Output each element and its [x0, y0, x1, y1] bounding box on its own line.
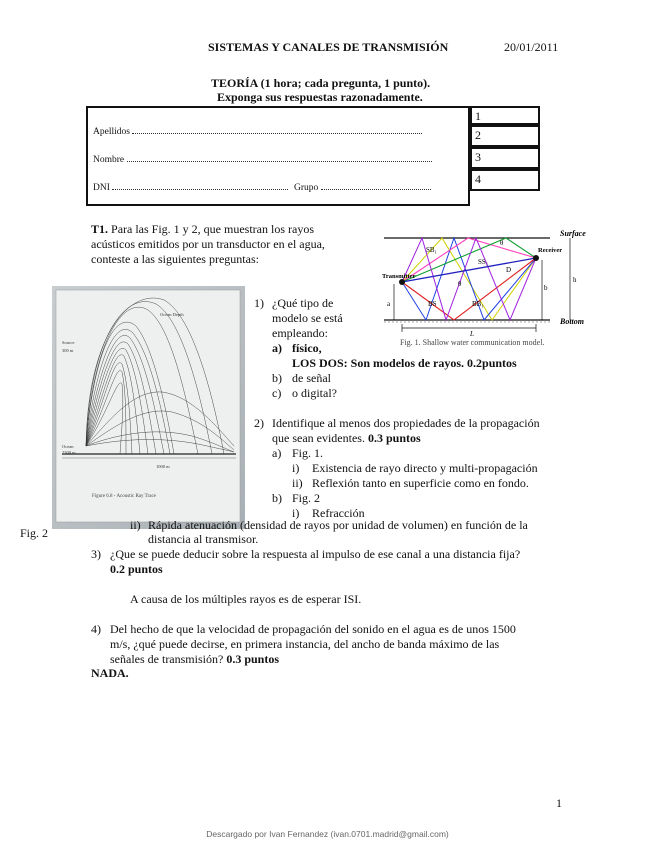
- q4-line-2: m/s, ¿qué puede decirse, en primera instancia, del ancho de banda máximo de las: [110, 637, 500, 651]
- svg-text:BB₁: BB₁: [472, 300, 484, 308]
- grupo-label: Grupo: [294, 183, 319, 193]
- q1-line-2: modelo se está: [272, 311, 343, 325]
- nombre-field[interactable]: [93, 152, 432, 165]
- q1-option-a: físico,: [292, 341, 322, 355]
- q1-answer: LOS DOS: Son modelos de rayos. 0.2puntos: [292, 356, 517, 370]
- q3-points: 0.2 puntos: [110, 562, 163, 576]
- svg-text:b: b: [544, 284, 548, 292]
- document-date: 20/01/2011: [504, 40, 559, 54]
- svg-text:a: a: [387, 300, 391, 308]
- q2-line-2: que sean evidentes. 0.3 puntos: [272, 431, 421, 445]
- svg-text:Ocean: Ocean: [62, 444, 74, 449]
- svg-text:BS: BS: [428, 300, 437, 308]
- svg-text:θ: θ: [500, 239, 504, 247]
- q2-a-ii: Reflexión tanto en superficie como en fondo.: [312, 476, 529, 490]
- q2-b-label: b): [272, 491, 282, 505]
- grupo-field[interactable]: [294, 180, 431, 193]
- q1-option-c: o digital?: [292, 386, 337, 400]
- q1-line-3: empleando:: [272, 326, 328, 340]
- apellidos-line: [132, 124, 422, 134]
- svg-text:SB₁: SB₁: [426, 246, 438, 254]
- q2-b-text: Fig. 2: [292, 491, 321, 505]
- q4-number: 4): [91, 622, 101, 636]
- page-number: 1: [556, 796, 562, 810]
- figure-2-photo: [52, 286, 245, 529]
- svg-text:θ: θ: [458, 280, 462, 288]
- q2-b-ii-label: ii): [130, 518, 141, 532]
- q2-b-i-label: i): [292, 506, 300, 520]
- q2-b-ii-line-2: distancia al transmisor.: [148, 532, 259, 546]
- q1-option-b-label: b): [272, 371, 282, 385]
- q1-line-1: ¿Qué tipo de: [272, 296, 334, 310]
- dni-field[interactable]: [93, 180, 288, 193]
- svg-text:SS₁: SS₁: [478, 258, 489, 266]
- q1-option-a-label: a): [272, 341, 282, 355]
- apellidos-field[interactable]: [93, 124, 422, 137]
- q3-number: 3): [91, 547, 101, 561]
- q2-a-i: Existencia de rayo directo y multi-propagación: [312, 461, 538, 475]
- score-box-4: 4: [470, 169, 540, 191]
- svg-text:h: h: [573, 276, 577, 284]
- q2-line-1: Identifique al menos dos propiedades de la propagación: [272, 416, 540, 430]
- receiver-label: Receiver: [538, 247, 563, 254]
- transmitter-label: Transmitter: [382, 273, 416, 280]
- theory-heading: TEORÍA (1 hora; cada pregunta, 1 punto).: [211, 76, 431, 90]
- figure-2-label: Fig. 2: [20, 526, 49, 540]
- document-title: SISTEMAS Y CANALES DE TRANSMISIÓN: [208, 40, 449, 54]
- figure-2-photo-caption: Figure 6.8 - Acoustic Ray Trace: [92, 494, 156, 499]
- svg-text:300 m: 300 m: [62, 348, 74, 353]
- score-box-2: 2: [470, 125, 540, 147]
- q2-b-i: Refracción: [312, 506, 365, 520]
- t1-intro-line-1: T1. Para las Fig. 1 y 2, que muestran los rayos: [91, 222, 314, 236]
- q4-answer: NADA.: [91, 666, 129, 680]
- q4-line-1: Del hecho de que la velocidad de propagación del sonido en el agua es de unos 1500: [110, 622, 516, 636]
- t1-intro-line-2: acústicos emitidos por un transductor en el agua,: [91, 237, 325, 251]
- svg-text:2300 m: 2300 m: [62, 450, 76, 455]
- grupo-line: [321, 180, 431, 190]
- theory-instructions: Exponga sus respuestas razonadamente.: [217, 90, 423, 104]
- q1-option-c-label: c): [272, 386, 282, 400]
- dni-line: [112, 180, 288, 190]
- q2-a-text: Fig. 1.: [292, 446, 324, 460]
- q4-line-3: señales de transmisión? 0.3 puntos: [110, 652, 279, 666]
- svg-text:D: D: [506, 266, 512, 274]
- q3-line-1: ¿Que se puede deducir sobre la respuesta al impulso de ese canal a una distancia fija?: [110, 547, 521, 561]
- q2-b-ii-line-1: Rápida atenuación (densidad de rayos por unidad de volumen) en función de la: [148, 518, 528, 532]
- q2-a-i-label: i): [292, 461, 300, 475]
- svg-text:Source: Source: [62, 340, 75, 345]
- nombre-line: [127, 152, 432, 162]
- svg-text:Ocean Depth: Ocean Depth: [160, 312, 184, 317]
- svg-text:L: L: [470, 330, 474, 338]
- student-id-box: [86, 106, 470, 206]
- t1-intro-line-3: conteste a las siguientes preguntas:: [91, 252, 259, 266]
- apellidos-label: Apellidos: [93, 127, 130, 137]
- download-footer: Descargado por Ivan Fernandez (ivan.0701.madrid@gmail.com): [206, 829, 449, 839]
- bottom-label: Bottom: [560, 317, 585, 326]
- q2-a-label: a): [272, 446, 282, 460]
- receiver-dot: [533, 255, 539, 261]
- dni-label: DNI: [93, 183, 110, 193]
- q1-number: 1): [254, 296, 264, 310]
- figure-1-diagram: [380, 226, 595, 348]
- score-box-1: 1: [470, 106, 540, 125]
- surface-label: Surface: [560, 229, 586, 238]
- q2-a-ii-label: ii): [292, 476, 303, 490]
- figure-1-caption: Fig. 1. Shallow water communication model.: [400, 338, 545, 347]
- score-box-3: 3: [470, 147, 540, 169]
- q1-option-b: de señal: [292, 371, 331, 385]
- q3-answer: A causa de los múltiples rayos es de esperar ISI.: [130, 592, 362, 606]
- nombre-label: Nombre: [93, 155, 125, 165]
- svg-text:1000 m: 1000 m: [156, 464, 170, 469]
- q2-number: 2): [254, 416, 264, 430]
